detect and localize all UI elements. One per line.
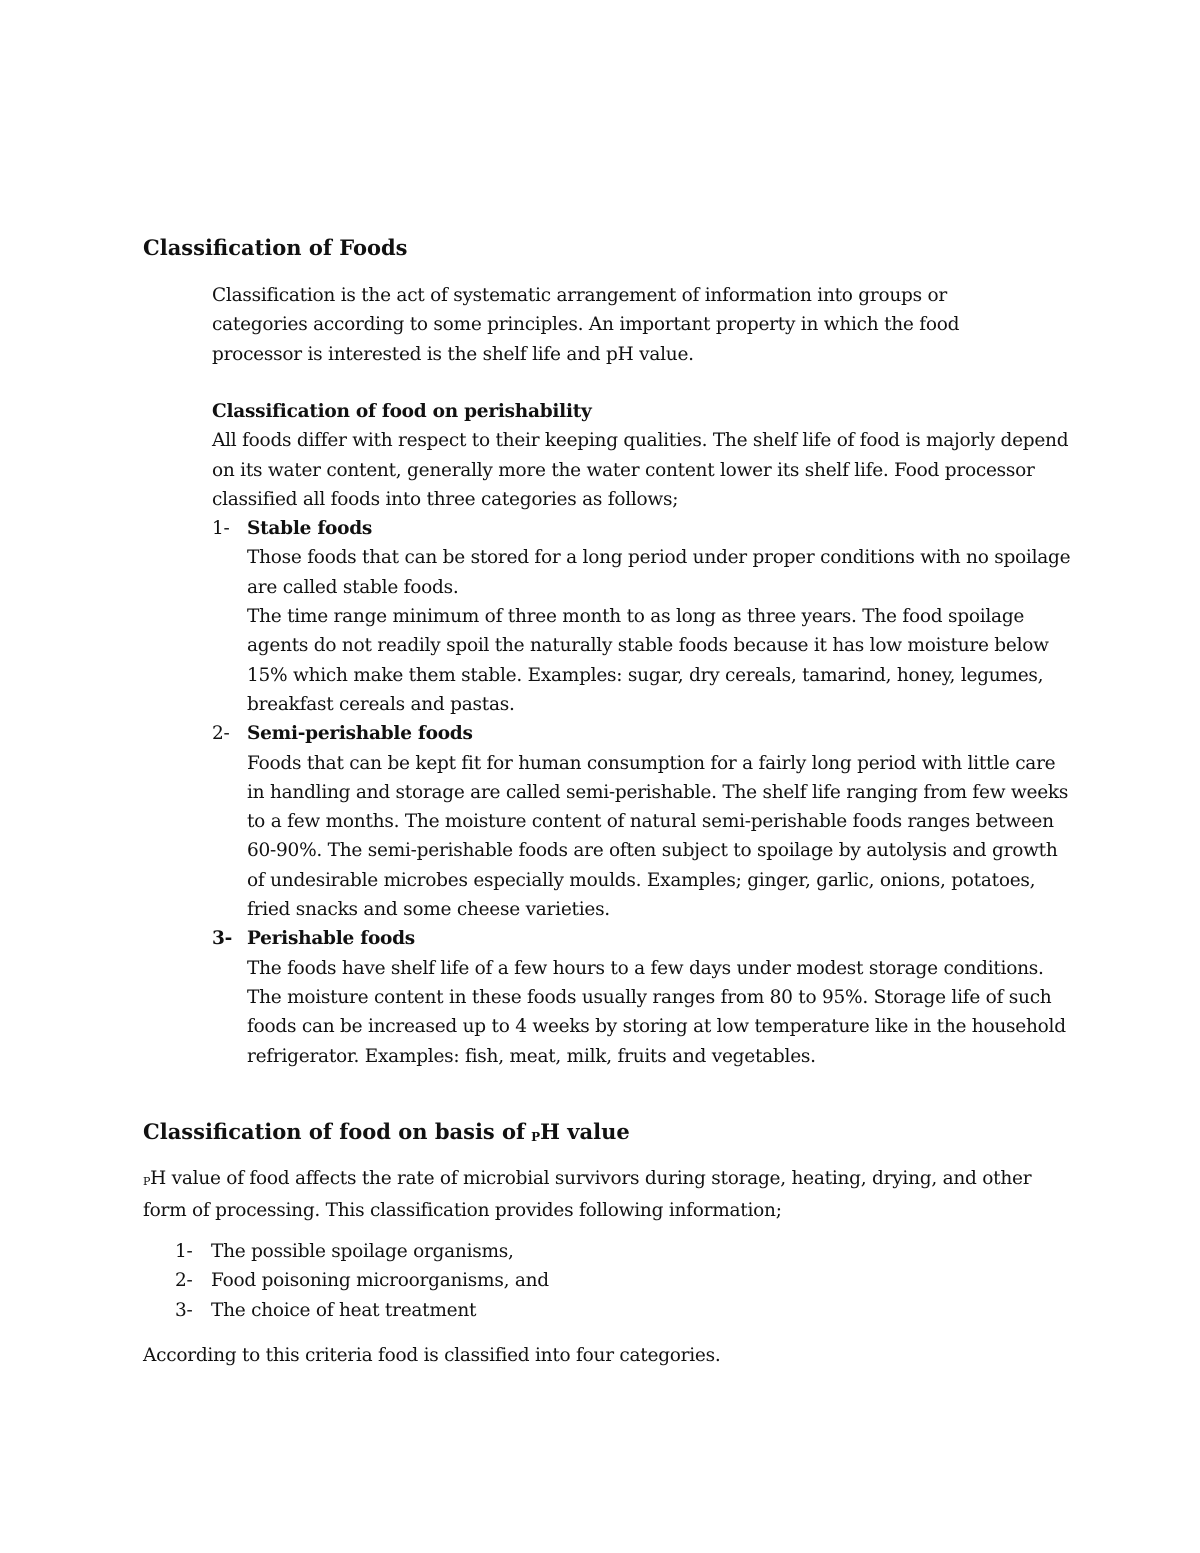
item-text: Those foods that can be stored for a long period under proper conditions with no spoilage are called stable foods. <box>247 547 1071 598</box>
ph-heading-pre: Classification of food on basis of <box>143 1119 526 1144</box>
item-text: The foods have shelf life of a few hours to a few days under modest storage conditions. The moisture content in these foods usually ranges from 80 to 95%. Storage life of such foods can be increased up to 4 weeks by storing at low temperature like in the household refrigerator. Examples: fish, meat, milk, fruits and vegetables. <box>247 957 1066 1067</box>
intro-paragraph: Classification is the act of systematic arrangement of information into groups or categories according to some principles. An important property in which the food processor is interested is the shelf life and pH value. <box>212 285 960 365</box>
list-item-semi-perishable <box>212 719 1072 924</box>
ph-intro-text: H value of food affects the rate of microbial survivors during storage, heating, drying, and other form of processing. This classification provides following information; <box>143 1168 1032 1222</box>
item-title: Perishable foods <box>247 928 415 950</box>
closing-paragraph: According to this criteria food is classified into four categories. <box>143 1345 721 1366</box>
list-number: 2- <box>175 1270 193 1292</box>
perishability-intro: All foods differ with respect to their keeping qualities. The shelf life of food is majorly depend on its water content, generally more the water content lower its shelf life. Food processor classified all foods into three categories as follows; <box>212 430 1069 510</box>
item-title: Semi-perishable foods <box>247 723 473 745</box>
list-item <box>175 1266 875 1295</box>
list-number: 2- <box>212 723 230 745</box>
perishability-heading: Classification of food on perishability <box>212 401 592 422</box>
list-number: 1- <box>175 1241 193 1262</box>
list-number: 1- <box>212 518 230 540</box>
page-title: Classification of Foods <box>143 235 408 260</box>
item-text: The time range minimum of three month to as long as three years. The food spoilage agents do not readily spoil the naturally stable foods because it has low moisture below 15% which make them stable. Examples: sugar, dry cereals, tamarind, honey, legumes, breakfast cereals and pastas. <box>247 606 1049 715</box>
list-item-text: The choice of heat treatment <box>211 1299 477 1321</box>
list-number: 3- <box>175 1299 193 1321</box>
list-item <box>175 1296 875 1325</box>
ph-section-heading <box>143 1118 630 1151</box>
item-text: Foods that can be kept fit for human consumption for a fairly long period with little care in handling and storage are called semi-perishable. The shelf life ranging from few weeks to a few months. The moisture content of natural semi-perishable foods ranges between 60-90%. The semi-perishable foods are often subject to spoilage by autolysis and growth of undesirable microbes especially moulds. Examples; ginger, garlic, onions, potatoes, fried snacks and some cheese varieties. <box>247 752 1069 921</box>
perishability-section <box>212 397 1072 1071</box>
list-item-text: The possible spoilage organisms, <box>211 1241 514 1262</box>
list-item-text: Food poisoning microorganisms, and <box>211 1270 549 1292</box>
list-item <box>175 1237 875 1266</box>
list-number: 3- <box>212 928 233 950</box>
ph-heading-p: P <box>531 1130 541 1144</box>
item-title: Stable foods <box>247 518 373 540</box>
ph-intro-paragraph <box>143 1164 1073 1226</box>
list-item-perishable <box>212 924 1072 1070</box>
ph-info-list <box>175 1237 875 1325</box>
list-item-stable <box>212 514 1072 719</box>
ph-heading-post: H value <box>540 1119 630 1144</box>
ph-intro-p: P <box>143 1175 151 1188</box>
